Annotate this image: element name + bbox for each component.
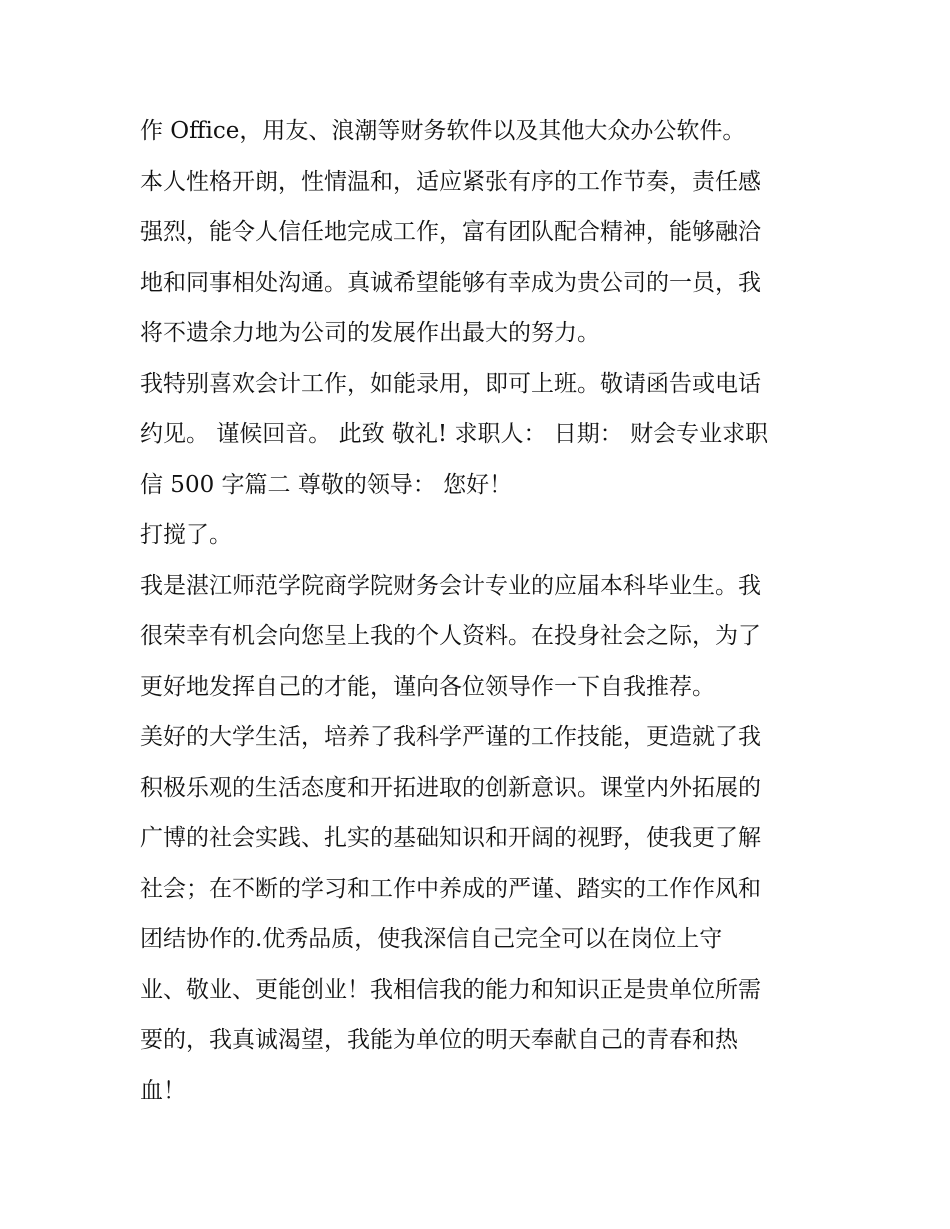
text-line: 将不遗余力地为公司的发展作出最大的努力。	[140, 320, 600, 346]
text-line: 我特别喜欢会计工作，如能录用，即可上班。敬请函告或电话	[140, 370, 761, 397]
text-line: 约见。 谨候回音。 此致 敬礼! 求职人： 日期： 财会专业求职	[140, 421, 769, 447]
text-line: 业、敬业、更能创业！我相信我的能力和知识正是贵单位所需	[140, 976, 761, 1003]
text-line: 团结协作的.优秀品质，使我深信自己完全可以在岗位上守	[140, 926, 723, 952]
text-line: 要的，我真诚渴望，我能为单位的明天奉献自己的青春和热	[140, 1027, 738, 1053]
text-line: 社会；在不断的学习和工作中养成的严谨、踏实的工作作风和	[140, 875, 761, 902]
text-line: 作 Office，用友、浪潮等财务软件以及其他大众办公软件。	[140, 118, 746, 144]
text-line: 血！	[140, 1077, 186, 1104]
text-line: 我是湛江师范学院商学院财务会计专业的应届本科毕业生。我	[140, 572, 761, 599]
text-line: 信 500 字篇二 尊敬的领导： 您好！	[140, 471, 513, 498]
text-line: 强烈，能令人信任地完成工作，富有团队配合精神，能够融洽	[140, 219, 761, 245]
text-line: 广博的社会实践、扎实的基础知识和开阔的视野，使我更了解	[140, 825, 761, 851]
document-body	[140, 106, 820, 1116]
text-line: 打搅了。	[140, 522, 232, 548]
text-line: 积极乐观的生活态度和开拓进取的创新意识。课堂内外拓展的	[140, 774, 761, 801]
text-line: 美好的大学生活，培养了我科学严谨的工作技能，更造就了我	[140, 724, 761, 750]
text-line: 很荣幸有机会向您呈上我的个人资料。在投身社会之际，为了	[140, 623, 761, 649]
text-line: 本人性格开朗，性情温和，适应紧张有序的工作节奏，责任感	[140, 168, 761, 195]
text-line: 更好地发挥自己的才能，谨向各位领导作一下自我推荐。	[140, 673, 715, 700]
text-line: 地和同事相处沟通。真诚希望能够有幸成为贵公司的一员，我	[140, 269, 761, 296]
